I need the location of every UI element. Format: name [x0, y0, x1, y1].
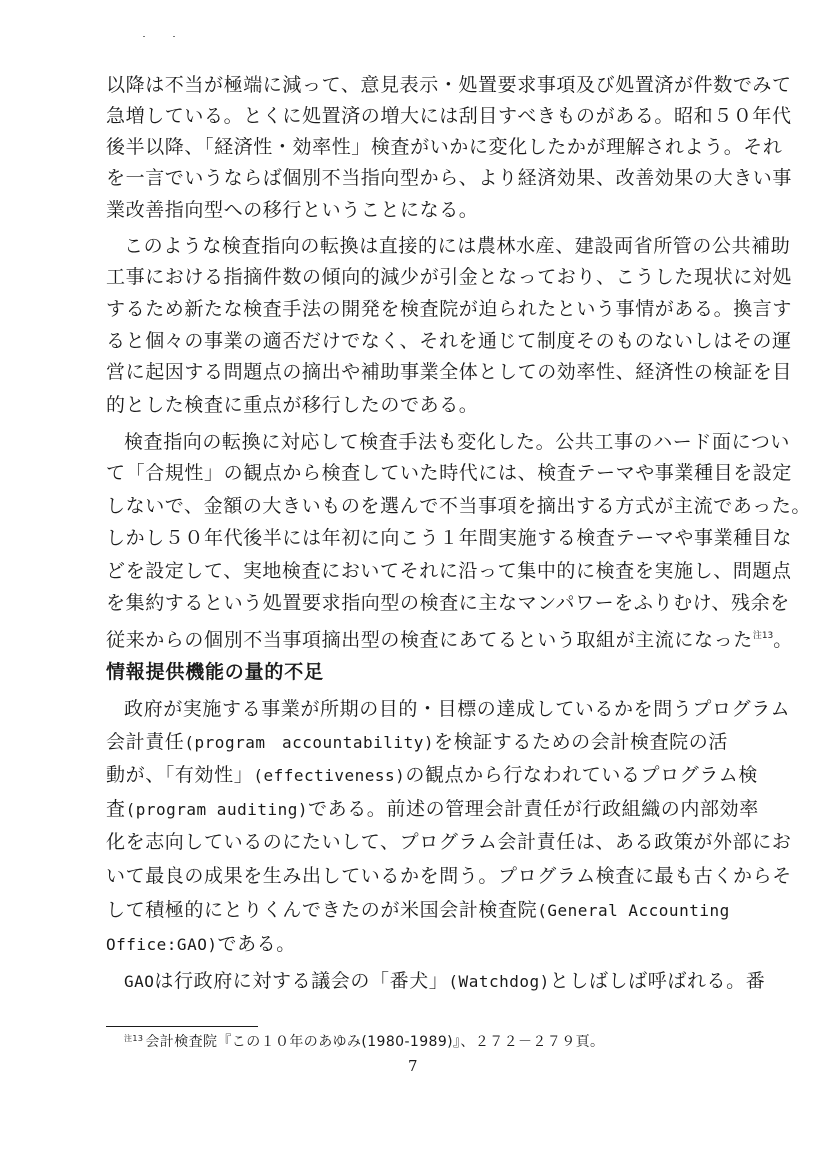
english-term: (effectiveness)	[253, 766, 406, 785]
english-term: GAO	[124, 972, 155, 991]
text-line: いて最良の成果を生み出しているかを問う。プログラム検査に最も古くからそ	[106, 865, 792, 887]
text-line: 以降は不当が極端に減って、意見表示・処置要求事項及び処置済が件数でみて	[106, 74, 792, 96]
text-line: 急増している。とくに処置済の増大には刮目すべきものがある。昭和５０年代	[106, 105, 792, 127]
scan-speck	[143, 36, 145, 37]
text-line: を一言でいうならば個別不当指向型から、より経済効果、改善効果の大きい事	[106, 167, 793, 189]
text-span: である。前述の管理会計責任が行政組織の内部効率	[308, 798, 759, 820]
text-line	[106, 624, 793, 652]
text-line: 営に起因する問題点の摘出や補助事業全体としての効率性、経済性の検証を目	[106, 361, 793, 383]
text-line: 後半以降、「経済性・効率性」検査がいかに変化したかが理解されよう。それ	[106, 136, 783, 158]
text-line: しかし５０年代後半には年初に向こう１年間実施する検査テーマや事業種目な	[106, 527, 793, 549]
text-span: の観点から行なわれているプログラム検	[405, 764, 758, 786]
text-span: 査	[106, 798, 126, 820]
text-line	[106, 797, 759, 822]
text-line	[106, 932, 296, 957]
text-line	[106, 730, 728, 755]
english-term: (program accountability)	[184, 733, 434, 752]
text-line: 工事における指摘件数の傾向的減少が引金となっており、こうした現状に対処	[106, 266, 793, 288]
text-line: しないで、金額の大きいものを選んで不当事項を摘出する方式が主流であった。	[106, 495, 812, 517]
text-line: するため新たな検査手法の開発を検査院が迫られたという事情がある。換言す	[106, 298, 793, 320]
footnote-reference: 注13	[752, 631, 774, 641]
text-line	[124, 969, 765, 994]
text-line: このような検査指向の転換は直接的には農林水産、建設両省所管の公共補助	[124, 235, 791, 257]
text-span: である。	[217, 933, 296, 955]
text-line: を集約するという処置要求指向型の検査に主なマンパワーをふりむけ、残余を	[106, 592, 790, 614]
english-term: Office:GAO)	[106, 935, 218, 954]
footnote-mark: 注13	[124, 1034, 144, 1043]
text-line: 化を志向しているのにたいして、プログラム会計責任は、ある政策が外部にお	[106, 831, 792, 853]
text-line: 業改善指向型への移行ということになる。	[106, 199, 479, 221]
section-heading: 情報提供機能の量的不足	[106, 661, 324, 683]
english-term: (program auditing)	[125, 800, 308, 819]
english-term: (Watchdog)	[448, 972, 550, 991]
footnote-separator	[106, 1026, 258, 1027]
text-line: どを設定して、実地検査においてそれに沿って集中的に検査を実施し、問題点	[106, 560, 792, 582]
text-line	[106, 898, 730, 923]
text-span: 。	[773, 629, 793, 651]
text-line: 的とした検査に重点が移行したのである。	[106, 394, 479, 416]
footnote	[124, 1030, 604, 1051]
scan-speck	[173, 36, 175, 37]
text-line: て「合規性」の観点から検査していた時代には、検査テーマや事業種目を設定	[106, 462, 793, 484]
text-span: 会計責任	[106, 731, 185, 753]
text-span: 動が、「有効性」	[106, 764, 254, 786]
text-span: を検証するための会計検査院の活	[433, 731, 728, 753]
text-span: して積極的にとりくんできたのが米国会計検査院	[106, 899, 538, 921]
text-span: としばしば呼ばれる。番	[549, 970, 766, 992]
text-line: 検査指向の転換に対応して検査手法も変化した。公共工事のハード面につい	[124, 431, 791, 453]
footnote-text: 会計検査院『この１０年のあゆみ(1980-1989)』、２７２－２７９頁。	[145, 1034, 605, 1050]
text-line: ると個々の事業の適否だけでなく、それを通じて制度そのものないしはその運	[106, 330, 792, 352]
text-span: は行政府に対する議会の「番犬」	[154, 970, 449, 992]
text-span: 従来からの個別不当事項摘出型の検査にあてるという取組が主流になった	[106, 629, 753, 651]
text-line: 政府が実施する事業が所期の目的・目標の達成しているかを問うプログラム	[124, 698, 791, 720]
text-line	[106, 763, 758, 788]
page-number: 7	[408, 1057, 418, 1075]
english-term: (General Accounting	[537, 901, 730, 920]
